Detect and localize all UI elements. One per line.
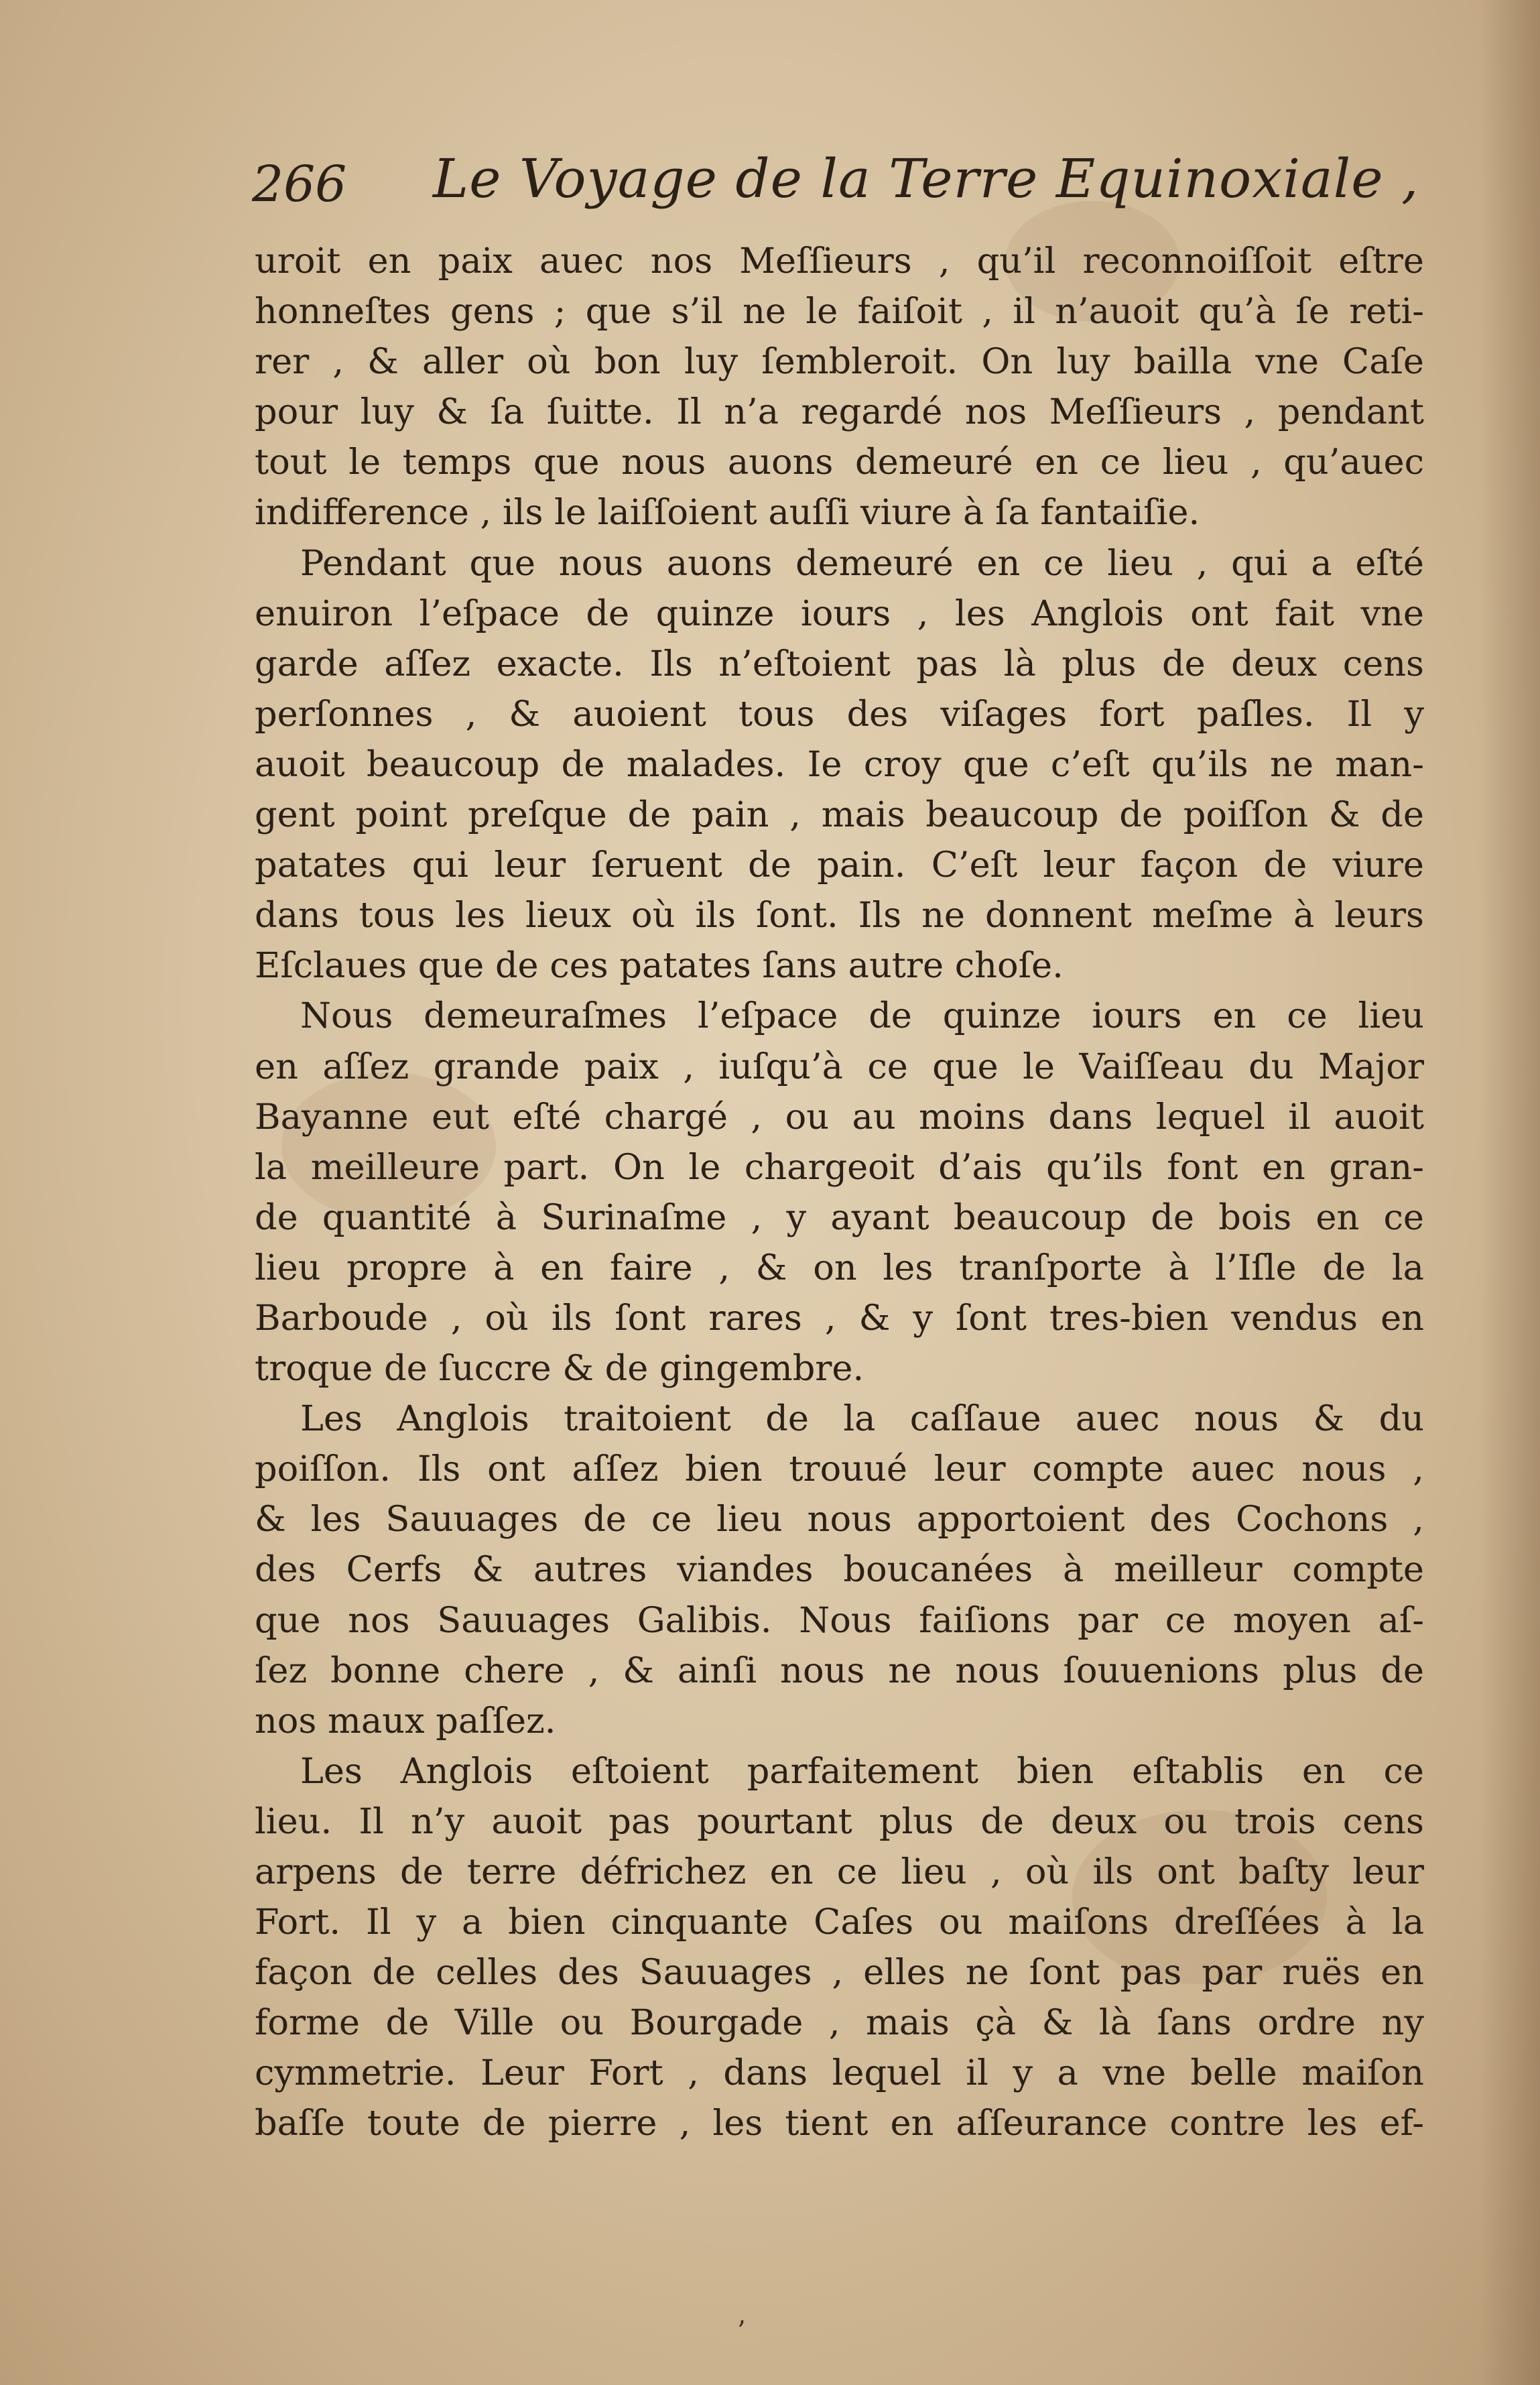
text-line: Bayanne eut eſté chargé , ou au moins dans lequel il auoit — [255, 1096, 1424, 1138]
text-line: que nos Sauuages Galibis. Nous faiſions par ce moyen aſ- — [255, 1599, 1424, 1641]
text-line: & les Sauuages de ce lieu nous apportoient des Cochons , — [255, 1499, 1424, 1540]
text-line: Les Anglois traitoient de la caſſaue auec nous & du — [300, 1398, 1424, 1440]
text-line: ſez bonne chere , & ainſi nous ne nous ſouuenions plus de — [255, 1650, 1424, 1691]
text-line: auoit beaucoup de malades. Ie croy que c’eſt qu’ils ne man- — [255, 743, 1424, 785]
text-line: garde aſſez exacte. Ils n’eſtoient pas là plus de deux cens — [255, 643, 1424, 684]
text-line: indifference , ils le laiſſoient auſſi viure à ſa fantaiſie. — [255, 492, 1200, 534]
text-line: Fort. Il y a bien cinquante Caſes ou maiſons dreſſées à la — [255, 1902, 1424, 1943]
text-line: arpens de terre défrichez en ce lieu , où ils ont baſty leur — [255, 1851, 1424, 1892]
text-line: tout le temps que nous auons demeuré en ce lieu , qu’auec — [255, 442, 1424, 483]
text-line: Les Anglois eſtoient parfaitement bien eſtablis en ce — [300, 1750, 1424, 1792]
page-edge-shadow — [1480, 0, 1540, 2385]
text-line: forme de Ville ou Bourgade , mais çà & là ſans ordre ny — [255, 2002, 1424, 2044]
text-line: uroit en paix auec nos Meſſieurs , qu’il reconnoiſſoit eſtre — [255, 241, 1424, 282]
text-line: des Cerfs & autres viandes boucanées à meilleur compte — [255, 1549, 1424, 1591]
text-line: lieu. Il n’y auoit pas pourtant plus de deux ou trois cens — [255, 1800, 1424, 1842]
text-line: la meilleure part. On le chargeoit d’ais qu’ils font en gran- — [255, 1146, 1424, 1188]
text-line: troque de ſuccre & de gingembre. — [255, 1348, 864, 1390]
text-line: rer , & aller où bon luy ſembleroit. On luy bailla vne Caſe — [255, 341, 1424, 383]
running-title: Le Voyage de la Terre Equinoxiale , — [433, 147, 1419, 210]
text-line: dans tous les lieux où ils ſont. Ils ne donnent meſme à leurs — [255, 895, 1424, 936]
text-line: baſſe toute de pierre , les tient en aſſeurance contre les ef- — [255, 2103, 1424, 2144]
text-line: gent point preſque de pain , mais beaucoup de poiſſon & de — [255, 794, 1424, 836]
text-line: honneſtes gens ; que s’il ne le faiſoit , il n’auoit qu’à ſe reti- — [255, 291, 1424, 332]
text-line: Barboude , où ils ſont rares , & y ſont tres-bien vendus en — [255, 1297, 1424, 1339]
text-line: en aſſez grande paix , iuſqu’à ce que le Vaiſſeau du Major — [255, 1046, 1424, 1087]
text-line: perſonnes , & auoient tous des viſages fort paſles. Il y — [255, 693, 1424, 735]
text-line: cymmetrie. Leur Fort , dans lequel il y a vne belle maiſon — [255, 2053, 1424, 2094]
footer-mark: ’ — [737, 2316, 746, 2347]
text-line: pour luy & ſa ſuitte. Il n’a regardé nos Meſſieurs , pendant — [255, 391, 1424, 433]
text-line: lieu propre à en faire , & on les tranſporte à l’Iſle de la — [255, 1247, 1424, 1288]
text-line: enuiron l’eſpace de quinze iours , les Anglois ont fait vne — [255, 593, 1424, 634]
text-line: Nous demeuraſmes l’eſpace de quinze iours en ce lieu — [300, 995, 1424, 1037]
text-line: Pendant que nous auons demeuré en ce lieu , qui a eſté — [300, 542, 1424, 584]
text-line: poiſſon. Ils ont aſſez bien trouué leur compte auec nous , — [255, 1449, 1424, 1490]
running-head — [252, 147, 1419, 221]
text-line: Eſclaues que de ces patates ſans autre choſe. — [255, 945, 1064, 987]
text-line: patates qui leur ſeruent de pain. C’eſt leur façon de viure — [255, 845, 1424, 886]
text-line: façon de celles des Sauuages , elles ne ſont pas par ruës en — [255, 1952, 1424, 1994]
text-line: de quantité à Surinaſme , y ayant beaucoup de bois en ce — [255, 1197, 1424, 1238]
page-number: 266 — [252, 156, 347, 213]
text-line: nos maux paſſez. — [255, 1700, 556, 1741]
body-text — [255, 236, 1424, 2149]
